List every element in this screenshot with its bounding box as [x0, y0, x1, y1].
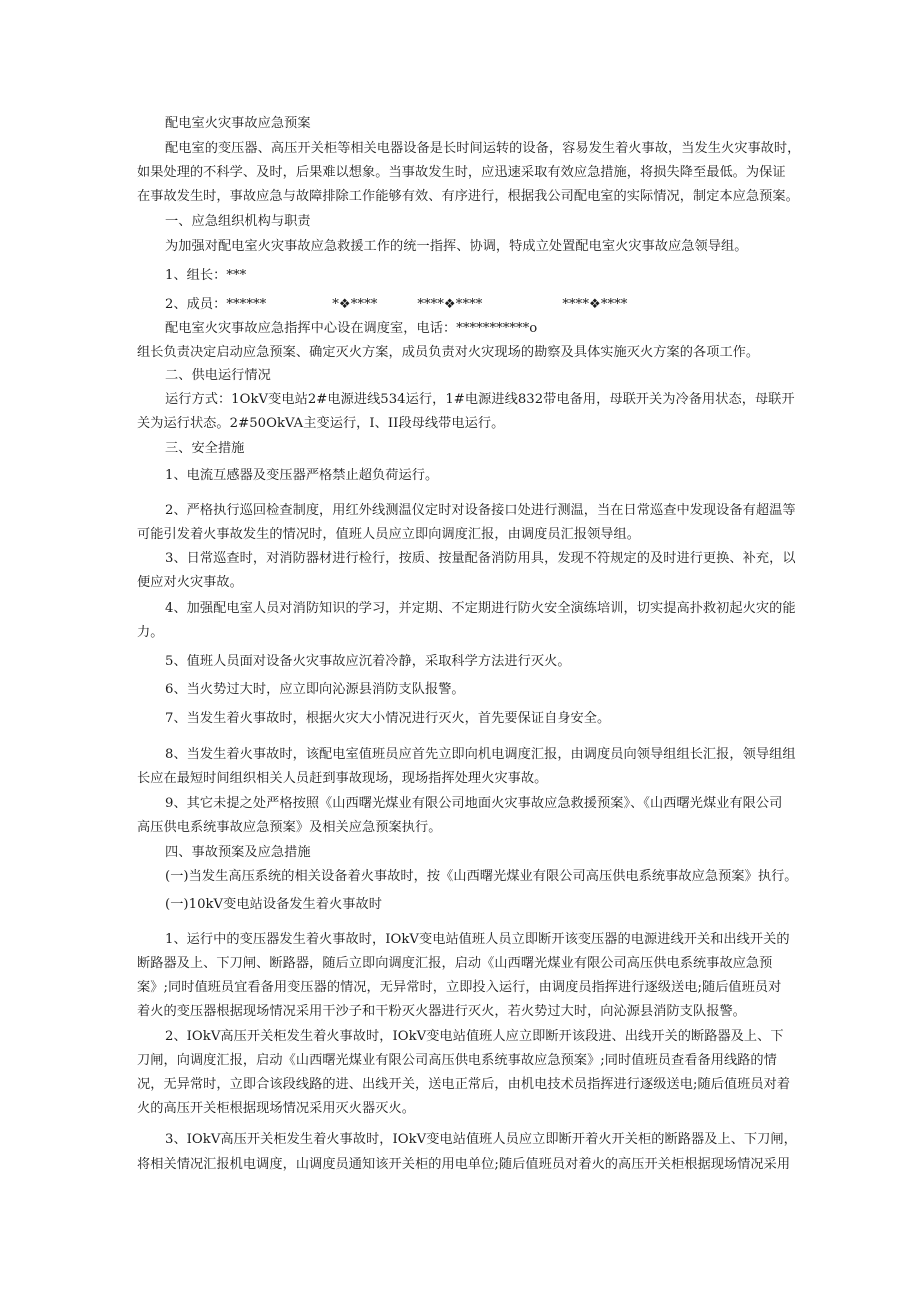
team-members [165, 296, 627, 314]
safety-item-cont: 便应对火灾事故。 [137, 575, 243, 590]
safety-item: 6、当火势过大时，应立即向沁源县消防支队报警。 [165, 682, 465, 697]
command-center: 配电室火灾事故应急指挥中心设在调度室，电话：***********o [165, 321, 538, 336]
safety-item: 7、当发生着火事故时，根据火灾大小情况进行灭火，首先要保证自身安全。 [165, 711, 611, 726]
emergency-item: 3、IOkV高压开关柜发生着火事故时，IOkV变电站值班人员应立即断开着火开关柜的断路器及上、下刀闸， [165, 1132, 797, 1147]
safety-item: 8、当发生着火事故时，该配电室值班员应首先立即向机电调度汇报，由调度员向领导组组长汇报，领导组组 [165, 747, 796, 762]
safety-item: 3、日常巡查时，对消防器材进行检行，按质、按量配备消防用具，发现不符规定的及时进行更换、补充，以 [165, 551, 796, 566]
safety-item-cont: 长应在最短时间组织相关人员赶到事故现场，现场指挥处理火灾事故。 [137, 771, 548, 786]
safety-item-cont: 可能引发着火事故发生的情况时，值班人员应立即向调度汇报，由调度员汇报领导组。 [137, 527, 641, 542]
member-4: ****❖**** [562, 297, 628, 312]
emergency-item-cont: 火的高压开关柜根据现场情况采用灭火器灭火。 [137, 1101, 415, 1116]
emergency-item-cont: 着火的变压器根据现场情况采用干沙子和干粉灭火器进行灭火，若火势过大时，向沁源县消防支队报警。 [137, 1004, 746, 1019]
operation-line: 关为运行状态。2#50OkVA主变运行，I、II段母线带电运行。 [137, 416, 505, 431]
subsection-heading: (一)10kV变电站设备发生着火事故时 [165, 897, 382, 912]
emergency-item: 2、IOkV高压开关柜发生着火事故时，IOkV变电站值班人应立即断开该段进、出线开关的断路器及上、下 [165, 1029, 784, 1044]
section-heading-4: 四、事故预案及应急措施 [165, 845, 311, 860]
safety-item-cont: 高压供电系统事故应急预案》及相关应急预案执行。 [137, 820, 442, 835]
members-label: 2、成员：****** [165, 297, 267, 312]
safety-item: 4、加强配电室人员对消防知识的学习，并定期、不定期进行防火安全演练培训，切实提高扑救初起火灾的能 [165, 601, 796, 616]
member-3: ****❖**** [417, 297, 483, 312]
safety-item-cont: 力。 [137, 625, 164, 640]
emergency-item-cont: 案》;同时值班员宜看备用变压器的情况，无异常时，立即投入运行，由调度员指挥进行逐级送电;随后值班员对 [137, 980, 782, 995]
operation-line: 运行方式：1OkV变电站2#电源进线534运行，1#电源进线832带电备用，母联开关为冷备用状态，母联开 [165, 392, 795, 407]
emergency-item-cont: 刀闸，向调度汇报，启动《山西曙光煤业有限公司高压供电系统事故应急预案》;同时值班员查看备用线路的情 [137, 1053, 777, 1068]
member-2: *❖**** [332, 297, 378, 312]
emergency-item-cont: 将相关情况汇报机电调度，山调度员通知该开关柜的用电单位;随后值班员对着火的高压开关柜根据现场情况采用 [137, 1157, 791, 1172]
duty-paragraph: 组长负责决定启动应急预案、确定灭火方案，成员负责对火灾现场的勘察及具体实施灭火方案的各项工作。 [137, 345, 760, 360]
section-heading-3: 三、安全措施 [165, 441, 245, 456]
safety-item: 5、值班人员面对设备火灾事故应沉着冷静，采取科学方法进行灭火。 [165, 654, 571, 669]
intro-line: 配电室的变压器、高压开关柜等相关电器设备是长时间运转的设备，容易发生着火事故，当发生火灾事故时， [165, 141, 801, 156]
section-heading-1: 一、应急组织机构与职责 [165, 214, 311, 229]
intro-line: 在事故发生时，事故应急与故障排除工作能够有效、有序进行，根据我公司配电室的实际情况，制定本应急预案。 [137, 189, 799, 204]
emergency-item: 1、运行中的变压器发生着火事故时，IOkV变电站值班人员立即断开该变压器的电源进线开关和出线开关的 [165, 932, 790, 947]
emergency-item-cont: 断路器及上、下刀闸、断路器，随后立即向调度汇报，启动《山西曙光煤业有限公司高压供电系统事故应急预 [137, 956, 773, 971]
team-leader: 1、组长：*** [165, 268, 247, 283]
intro-line: 如果处理的不科学、及时，后果难以想象。当事故发生时，应迅速采取有效应急措施，将损失降至最低。为保证 [137, 165, 786, 180]
safety-item: 2、严格执行巡回检查制度，用红外线测温仪定时对设备接口处进行测温，当在日常巡查中发现设备有超温等 [165, 503, 796, 518]
document-title: 配电室火灾事故应急预案 [165, 116, 311, 131]
section4-paragraph: (一)当发生高压系统的相关设备着火事故时，按《山西曙光煤业有限公司高压供电系统事故应急预案》执行。 [165, 869, 798, 884]
section1-paragraph: 为加强对配电室火灾事故应急救援工作的统一指挥、协调，特成立处置配电室火灾事故应急领导组。 [165, 239, 748, 254]
section-heading-2: 二、供电运行情况 [165, 368, 271, 383]
safety-item: 9、其它未提之处严格按照《山西曙光煤业有限公司地面火灾事故应急救援预案》、《山西曙光煤业有限公司 [165, 796, 783, 811]
safety-item: 1、电流互感器及变压器严格禁止超负荷运行。 [165, 468, 439, 483]
emergency-item-cont: 况，无异常时，立即合该段线路的进、出线开关，送电正常后，由机电技术员指挥进行逐级送电;随后值班员对着 [137, 1077, 791, 1092]
